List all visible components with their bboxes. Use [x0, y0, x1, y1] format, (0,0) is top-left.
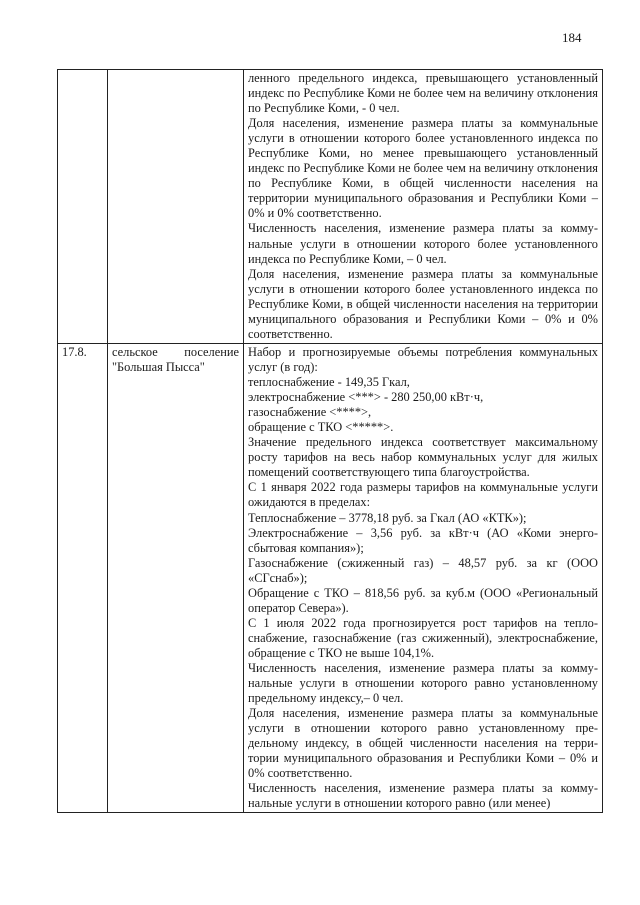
paragraph: Численность населения, изменение размера платы за коммунальные услуги в отношении которого равно (или менее) — [248, 781, 598, 811]
volume-line: электроснабжение <***> - 280 250,00 кВт·ч, — [248, 390, 484, 405]
tariff-line: Теплоснабжение – 3778,18 руб. за Гкал (АО «КТК»); — [248, 510, 527, 525]
tariff-line: Электроснабжение – 3,56 руб. за кВт·ч (АО «Коми энергосбытовая компания»); — [248, 525, 598, 555]
indicators-table — [57, 69, 603, 813]
volume-line: газоснабжение <****>, — [248, 405, 372, 420]
volume-line: теплоснабжение - 149,35 Гкал, — [248, 375, 410, 390]
row-number: 17.8. — [58, 344, 108, 813]
paragraph: Доля населения, изменение размера платы за коммунальные услуги в отношении которого равно установленному предельному индексу, в общей численности населения на территории муниципального образования и Республики Коми – 0% и 0% соответственно. — [248, 706, 598, 781]
consumption-intro: Набор и прогнозируемые объемы потребления коммунальных услуг (в год): — [248, 345, 598, 375]
volume-line: обращение с ТКО <*****>. — [248, 420, 394, 435]
paragraph: ленного предельного индекса, превышающего установленный индекс по Республике Коми не более чем на величину отклонения по Республике Коми, - 0 чел. — [248, 71, 598, 116]
table-row — [58, 344, 603, 813]
paragraph: Численность населения, изменение размера платы за коммунальные услуги в отношении которого более установленного индекса по Республике Коми, – 0 чел. — [248, 221, 598, 266]
tariff-line: Обращение с ТКО – 818,56 руб. за куб.м (ООО «Региональный оператор Севера»). — [248, 585, 598, 615]
paragraph: Значение предельного индекса соответствует максимальному росту тарифов на весь набор коммунальных услуг для жилых помещений соответствующего типа благоустройства. — [248, 435, 598, 480]
row-number — [58, 70, 108, 344]
paragraph: С 1 января 2022 года размеры тарифов на коммунальные услуги ожидаются в пределах: — [248, 480, 598, 510]
paragraph: Численность населения, изменение размера платы за коммунальные услуги в отношении которого равно установленному предельному индексу,– 0 чел. — [248, 660, 598, 706]
page-number: 184 — [562, 30, 582, 45]
paragraph: Доля населения, изменение размера платы за коммунальные услуги в отношении которого более установленного индекса по Республике Коми, в общей численности населения на территории муниципального образования и Республики Коми – 0% и 0% соответственно. — [248, 266, 598, 341]
paragraph: Доля населения, изменение размера платы за коммунальные услуги в отношении которого более установленного индекса по Республике Коми, но менее превышающего установленный индекс по Республике Коми не более чем на величину отклонения по Республике Коми, в общей численности населения на территории муниципального образования и Республики Коми – 0% и 0% соответственно. — [248, 116, 598, 221]
tariff-line: Газоснабжение (сжиженный газ) – 48,57 руб. за кг (ООО «СГснаб»); — [248, 555, 598, 585]
description-cell — [244, 344, 603, 813]
settlement-name: сельское поселение "Большая Пысса" — [108, 344, 244, 813]
paragraph: С 1 июля 2022 года прогнозируется рост тарифов на теплоснабжение, газоснабжение (газ сжиженный), электроснабжение, обращение с ТКО не выше 104,1%. — [248, 615, 598, 660]
table-row — [58, 70, 603, 344]
settlement-name — [108, 70, 244, 344]
description-cell — [244, 70, 603, 344]
